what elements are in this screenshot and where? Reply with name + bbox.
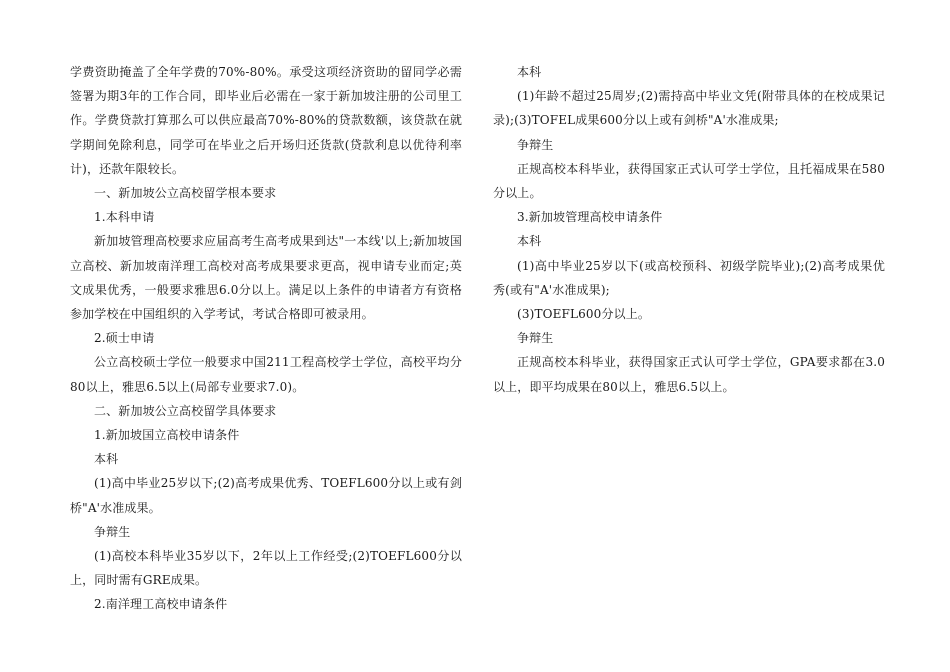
paragraph: (1)年龄不超过25周岁;(2)需持高中毕业文凭(附带具体的在校成果记录);(3)TOFEL成果600分以上或有剑桥"A'水准成果; [493, 89, 885, 128]
label-graduate: 争辩生 [517, 331, 554, 346]
left-text-column [70, 60, 462, 617]
subsection-heading: 2.南洋理工高校申请条件 [94, 597, 228, 612]
label-undergraduate: 本科 [517, 234, 542, 249]
paragraph: 学费资助掩盖了全年学费的70%-80%。承受这项经济资助的留同学必需签署为期3年的工作合同，即毕业后必需在一家于新加坡注册的公司里工作。学费贷款打算那么可以供应最高70%-80%的贷款数额，该贷款在就学期间免除利息，同学可在毕业之后开场归还货款(贷款利息以优待利率计)，还款年限较长。 [70, 65, 462, 176]
paragraph: 新加坡管理高校要求应届高考生高考成果到达"一本线'以上;新加坡国立高校、新加坡南洋理工高校对高考成果要求更高，视申请专业而定;英文成果优秀，一般要求雅思6.0分以上。满足以上条件的申请者方有资格参加学校在中国组织的入学考试，考试合格即可被录用。 [70, 234, 462, 322]
section-heading: 二、新加坡公立高校留学具体要求 [94, 403, 277, 418]
subsection-heading: 1.本科申请 [94, 210, 155, 225]
right-text-column [493, 60, 885, 399]
label-graduate: 争辩生 [94, 524, 131, 539]
paragraph: 公立高校硕士学位一般要求中国211工程高校学士学位，高校平均分80以上，雅思6.5以上(局部专业要求7.0)。 [70, 355, 462, 394]
paragraph: (3)TOEFL600分以上。 [517, 307, 651, 322]
paragraph: 正规高校本科毕业，获得国家正式认可学士学位，GPA要求都在3.0以上，即平均成果在80以上，雅思6.5以上。 [493, 355, 885, 394]
paragraph: (1)高中毕业25岁以下(或高校预科、初级学院毕业);(2)高考成果优秀(或有"A'水准成果); [493, 258, 885, 297]
label-undergraduate: 本科 [517, 65, 542, 79]
subsection-heading: 3.新加坡管理高校申请条件 [517, 210, 663, 225]
label-graduate: 争辩生 [517, 137, 554, 152]
paragraph: 正规高校本科毕业，获得国家正式认可学士学位，且托福成果在580分以上。 [493, 161, 885, 201]
paragraph: (1)高中毕业25岁以下;(2)高考成果优秀、TOEFL600分以上或有剑桥"A'水准成果。 [70, 476, 462, 515]
paragraph: (1)高校本科毕业35岁以下，2年以上工作经受;(2)TOEFL600分以上，同时需有GRE成果。 [70, 549, 462, 588]
subsection-heading: 2.硕士申请 [94, 331, 155, 346]
subsection-heading: 1.新加坡国立高校申请条件 [94, 428, 240, 443]
label-undergraduate: 本科 [94, 452, 119, 467]
section-heading: 一、新加坡公立高校留学根本要求 [94, 186, 277, 201]
